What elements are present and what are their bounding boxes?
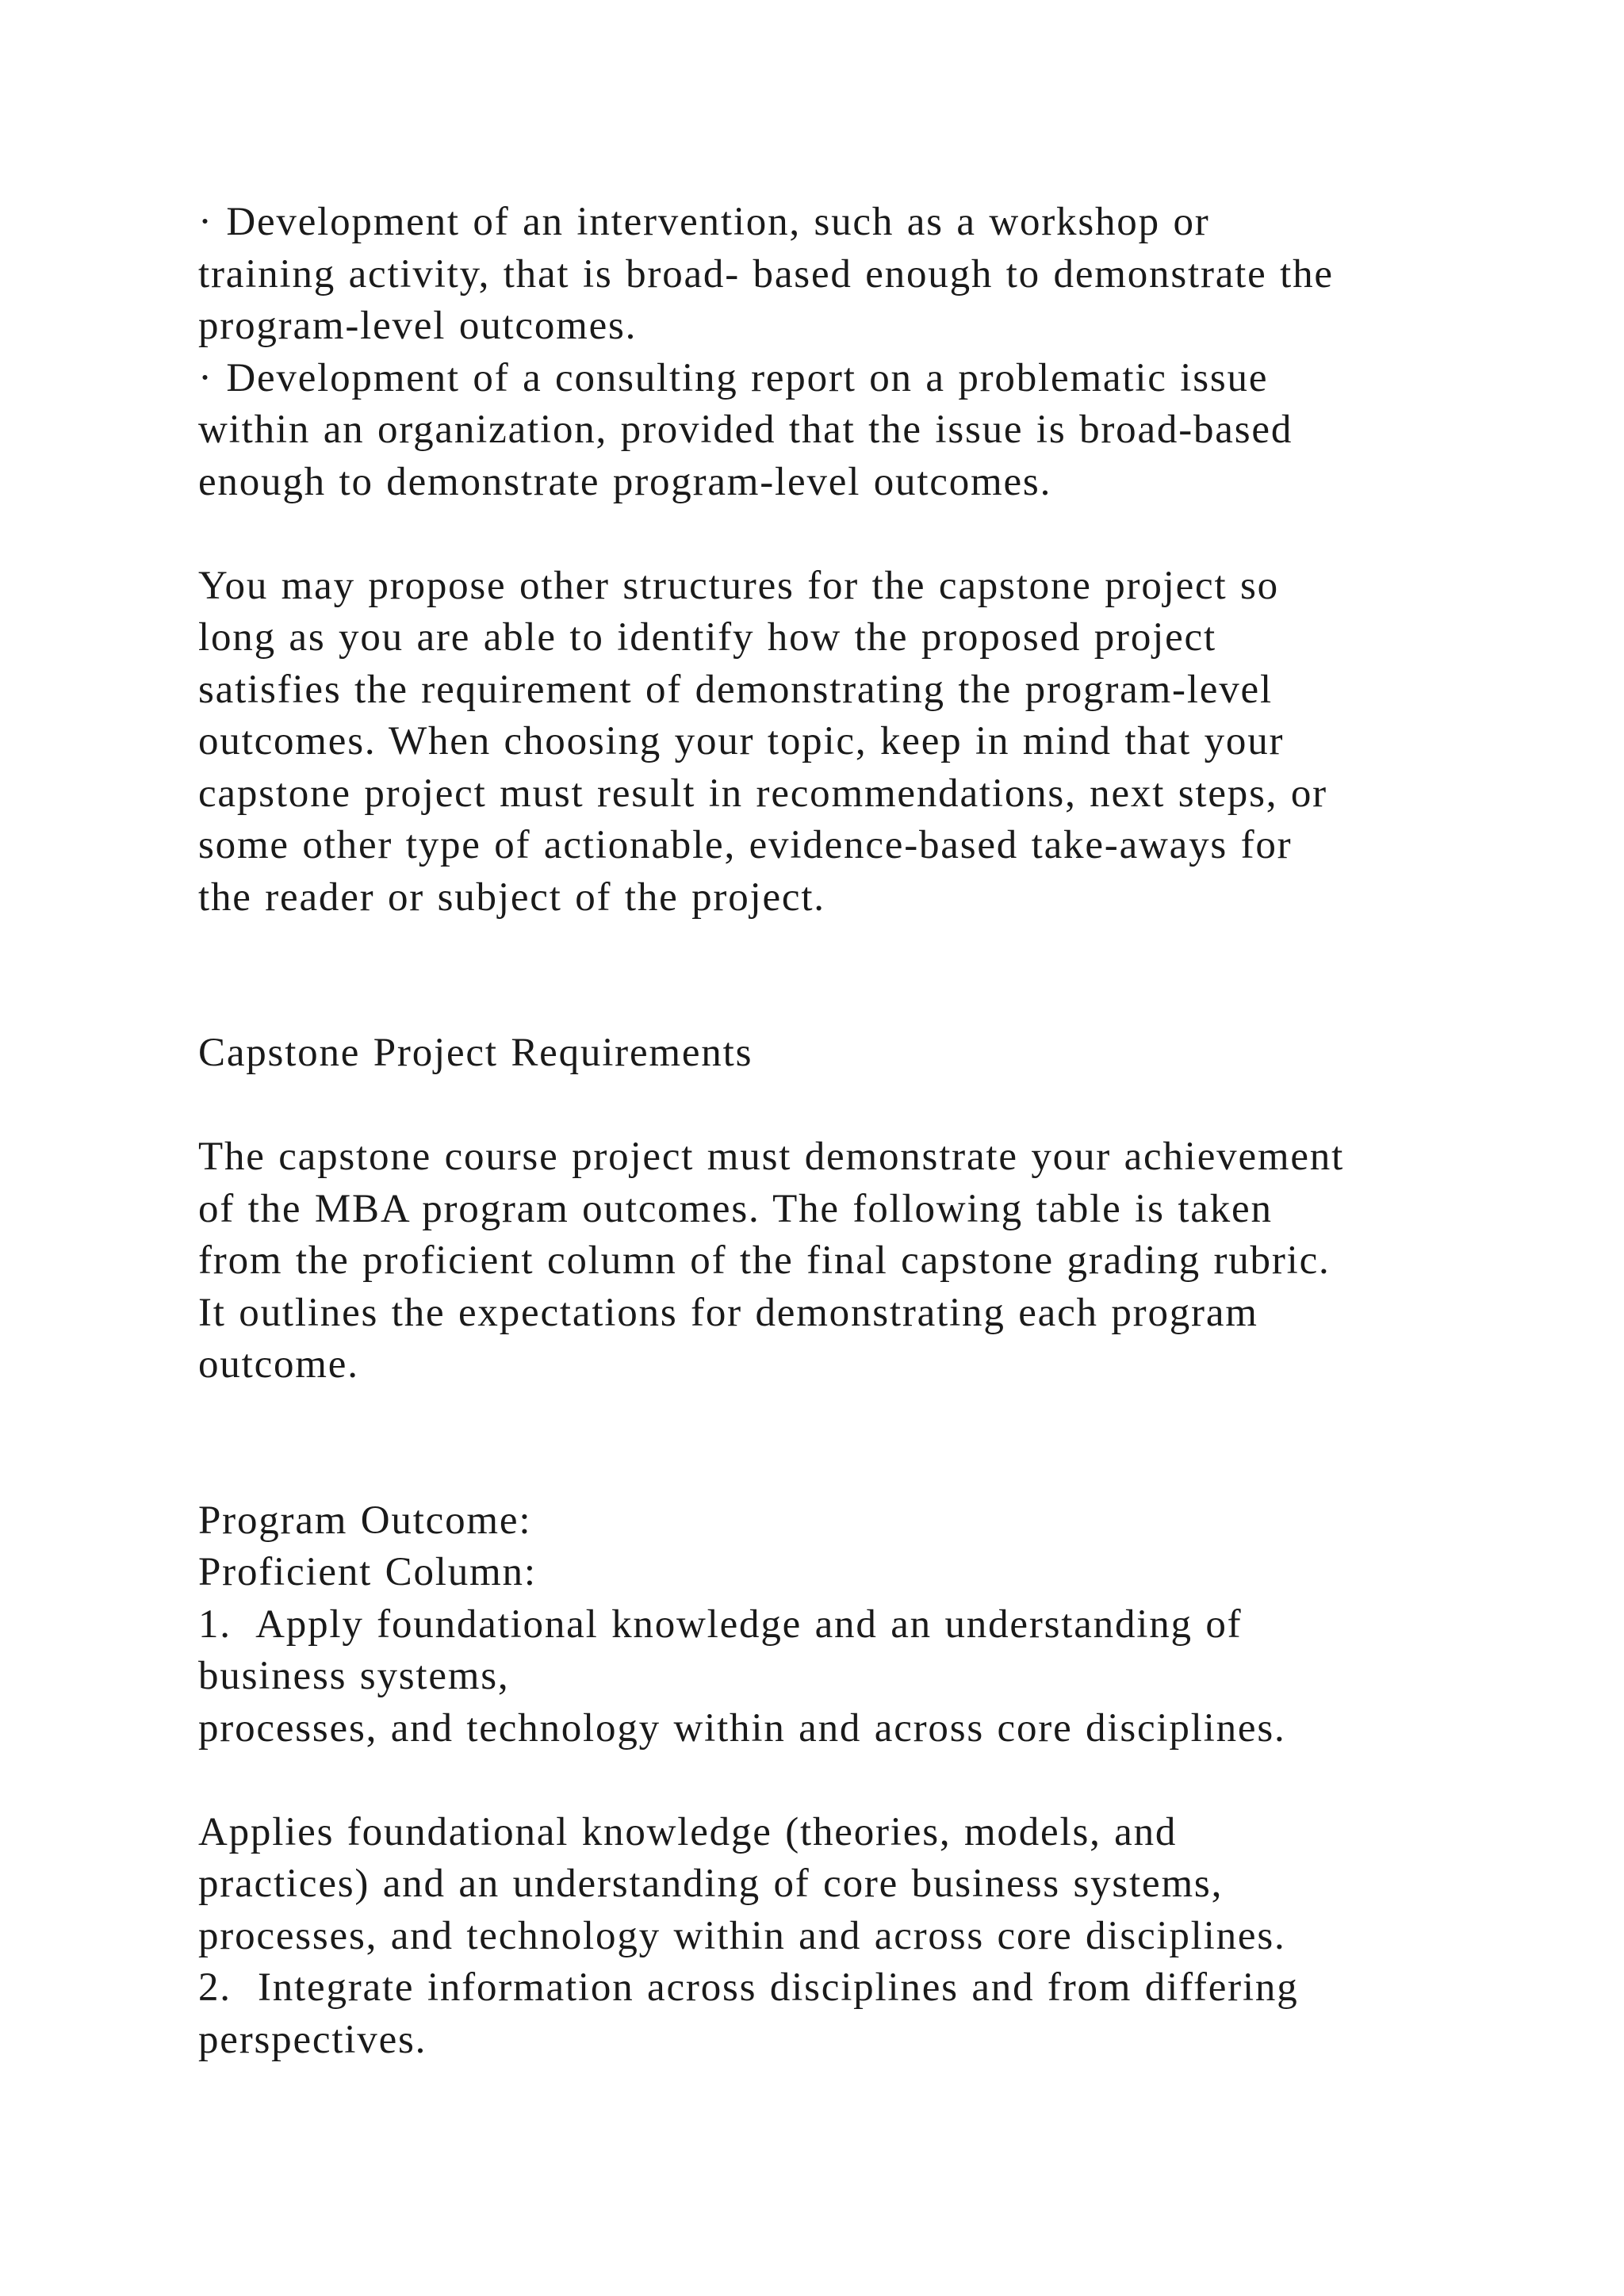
text-line: of the MBA program outcomes. The following table is taken: [198, 1186, 1273, 1231]
bullet-intervention: [198, 197, 1499, 353]
paragraph-requirements: [198, 1131, 1499, 1391]
blank-line: [198, 976, 1499, 1028]
outcome-1: [198, 1599, 1499, 1755]
text-line: some other type of actionable, evidence-based take-aways for: [198, 823, 1293, 867]
text-line: satisfies the requirement of demonstrating the program-level: [198, 667, 1273, 712]
text-line: It outlines the expectations for demonstrating each program: [198, 1290, 1258, 1335]
text-line: outcome.: [198, 1342, 359, 1387]
text-line: · Development of a consulting report on a problematic issue: [198, 355, 1269, 400]
blank-line: [198, 1755, 1499, 1807]
text-line: business systems,: [198, 1654, 510, 1698]
text-line: program-level outcomes.: [198, 304, 638, 348]
text-line: from the proficient column of the final capstone grading rubric.: [198, 1238, 1331, 1283]
text-line: processes, and technology within and across core disciplines.: [198, 1913, 1286, 1958]
text-line: The capstone course project must demonstrate your achievement: [198, 1135, 1345, 1179]
text-line: perspectives.: [198, 2017, 427, 2062]
text-line: the reader or subject of the project.: [198, 874, 825, 920]
blank-line: [198, 1443, 1499, 1495]
proficient-1: [198, 1807, 1499, 1963]
text-line: processes, and technology within and across core disciplines.: [198, 1705, 1286, 1751]
paragraph-other-structures: [198, 561, 1499, 924]
blank-line: [198, 1080, 1499, 1132]
outcome-2: [198, 1962, 1499, 2066]
blank-line: [198, 924, 1499, 976]
bullet-consulting-report: [198, 353, 1499, 509]
document-body: [198, 197, 1499, 2066]
section-heading: Capstone Project Requirements: [198, 1031, 753, 1075]
text-line: training activity, that is broad- based enough to demonstrate the: [198, 251, 1334, 297]
text-line: You may propose other structures for the capstone project so: [198, 563, 1279, 608]
text-line: practices) and an understanding of core business systems,: [198, 1862, 1224, 1906]
text-line: 1. Apply foundational knowledge and an understanding of: [198, 1601, 1243, 1647]
text-line: · Development of an intervention, such as a workshop or: [198, 200, 1210, 244]
table-header-program-outcome: Program Outcome:: [198, 1498, 532, 1543]
text-line: capstone project must result in recommendations, next steps, or: [198, 771, 1327, 816]
blank-line: [198, 508, 1499, 561]
text-line: outcomes. When choosing your topic, keep in mind that your: [198, 719, 1285, 763]
text-line: 2. Integrate information across disciplines and from differing: [198, 1965, 1299, 2010]
text-line: enough to demonstrate program-level outcomes.: [198, 459, 1052, 504]
table-header-proficient-column: Proficient Column:: [198, 1550, 537, 1594]
blank-line: [198, 1391, 1499, 1444]
text-line: long as you are able to identify how the proposed project: [198, 615, 1216, 660]
text-line: Applies foundational knowledge (theories, models, and: [198, 1809, 1178, 1854]
text-line: within an organization, provided that the issue is broad-based: [198, 408, 1293, 452]
